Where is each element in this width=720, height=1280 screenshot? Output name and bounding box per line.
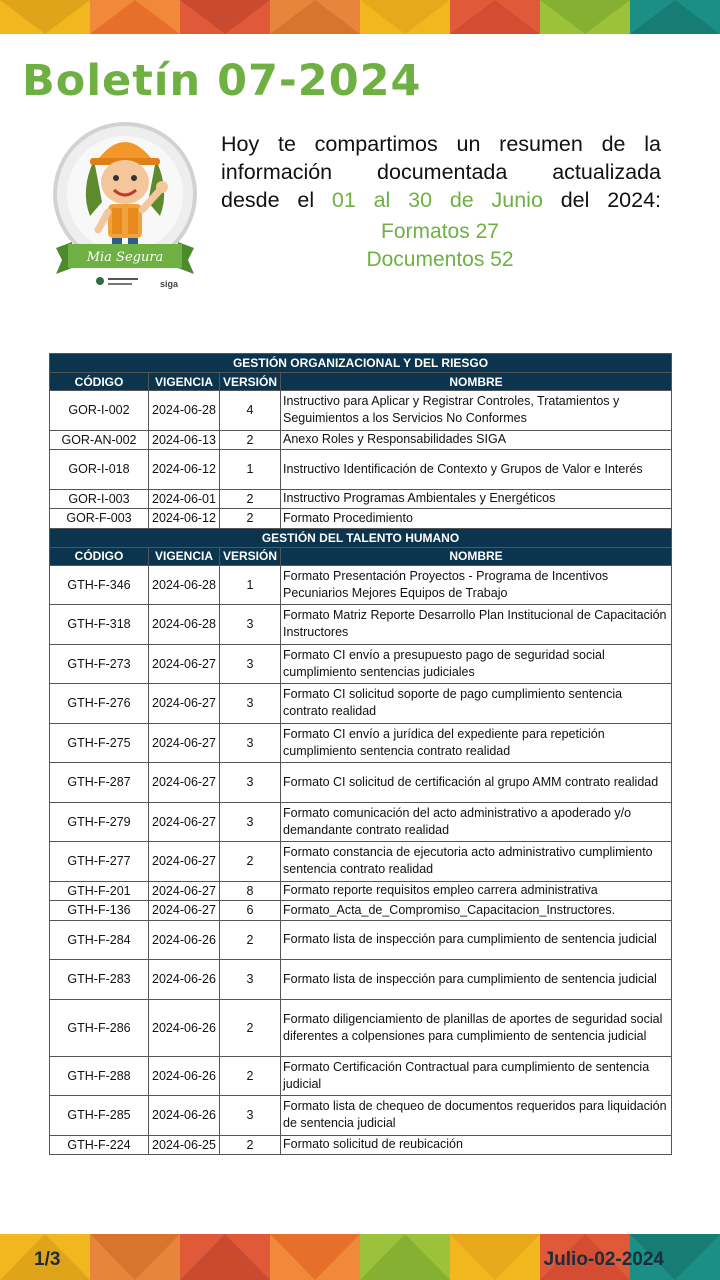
cell-name: Formato CI solicitud de certificación al grupo AMM contrato realidad	[281, 763, 672, 803]
documents-table-body	[50, 354, 672, 1155]
cell-name: Formato lista de inspección para cumplimiento de sentencia judicial	[281, 920, 672, 960]
intro-line-2: información documentada actualizada	[221, 160, 661, 184]
cell-version: 2	[220, 920, 281, 960]
column-header-code: CÓDIGO	[50, 547, 149, 565]
cell-name: Formato lista de inspección para cumplimiento de sentencia judicial	[281, 960, 672, 1000]
table-row	[50, 1135, 672, 1155]
cell-version: 2	[220, 1056, 281, 1096]
column-header-vigencia: VIGENCIA	[149, 547, 220, 565]
table-row	[50, 723, 672, 763]
cell-name: Formato solicitud de reubicación	[281, 1135, 672, 1155]
cell-vigencia: 2024-06-26	[149, 999, 220, 1056]
cell-vigencia: 2024-06-26	[149, 1056, 220, 1096]
cell-version: 4	[220, 391, 281, 431]
cell-code: GTH-F-283	[50, 960, 149, 1000]
column-header-name: NOMBRE	[281, 547, 672, 565]
cell-code: GTH-F-285	[50, 1096, 149, 1136]
cell-code: GTH-F-279	[50, 802, 149, 842]
table-row	[50, 450, 672, 490]
cell-name: Formato Procedimiento	[281, 509, 672, 529]
table-row	[50, 565, 672, 605]
top-decorative-band	[0, 0, 720, 34]
documents-table	[49, 353, 672, 1155]
table-row	[50, 391, 672, 431]
cell-version: 6	[220, 901, 281, 921]
cell-code: GTH-F-276	[50, 684, 149, 724]
section-title: GESTIÓN DEL TALENTO HUMANO	[50, 528, 672, 547]
cell-vigencia: 2024-06-26	[149, 920, 220, 960]
cell-name: Formato CI envío a jurídica del expediente para repetición cumplimiento sentencia contrato realidad	[281, 723, 672, 763]
mascot-illustration	[50, 120, 200, 290]
cell-name: Anexo Roles y Responsabilidades SIGA	[281, 430, 672, 450]
cell-name: Formato constancia de ejecutoria acto administrativo cumplimiento sentencia contrato realidad	[281, 842, 672, 882]
cell-vigencia: 2024-06-26	[149, 960, 220, 1000]
cell-version: 1	[220, 565, 281, 605]
cell-version: 3	[220, 763, 281, 803]
cell-version: 1	[220, 450, 281, 490]
cell-name: Formato reporte requisitos empleo carrera administrativa	[281, 881, 672, 901]
cell-version: 2	[220, 509, 281, 529]
column-header-vigencia: VIGENCIA	[149, 373, 220, 391]
cell-version: 3	[220, 684, 281, 724]
cell-code: GTH-F-288	[50, 1056, 149, 1096]
intro-line-3-prefix: desde el	[221, 188, 315, 212]
counts-summary	[300, 218, 580, 274]
cell-code: GTH-F-224	[50, 1135, 149, 1155]
cell-name: Formato CI solicitud soporte de pago cumplimiento sentencia contrato realidad	[281, 684, 672, 724]
cell-name: Instructivo para Aplicar y Registrar Controles, Tratamientos y Seguimientos a los Servicios No Conformes	[281, 391, 672, 431]
cell-code: GTH-F-273	[50, 644, 149, 684]
mascot-badge-text: Mia Segura	[86, 250, 164, 265]
cell-version: 8	[220, 881, 281, 901]
date-range: 01 al 30 de Junio	[331, 188, 543, 212]
cell-vigencia: 2024-06-28	[149, 565, 220, 605]
table-row	[50, 763, 672, 803]
cell-code: GTH-F-287	[50, 763, 149, 803]
cell-version: 2	[220, 1135, 281, 1155]
table-row	[50, 881, 672, 901]
siga-logo-text: siga	[160, 279, 179, 289]
cell-code: GOR-I-018	[50, 450, 149, 490]
table-row	[50, 999, 672, 1056]
cell-version: 3	[220, 802, 281, 842]
cell-code: GOR-AN-002	[50, 430, 149, 450]
cell-name: Formato CI envío a presupuesto pago de seguridad social cumplimiento sentencias judiciales	[281, 644, 672, 684]
cell-name: Instructivo Programas Ambientales y Energéticos	[281, 489, 672, 509]
intro-paragraph	[221, 130, 661, 214]
cell-vigencia: 2024-06-27	[149, 644, 220, 684]
cell-vigencia: 2024-06-27	[149, 684, 220, 724]
cell-vigencia: 2024-06-12	[149, 509, 220, 529]
cell-vigencia: 2024-06-27	[149, 723, 220, 763]
section-header-row	[50, 528, 672, 547]
cell-vigencia: 2024-06-28	[149, 605, 220, 645]
cell-vigencia: 2024-06-27	[149, 901, 220, 921]
cell-vigencia: 2024-06-27	[149, 881, 220, 901]
bulletin-title: Boletín 07-2024	[22, 56, 422, 106]
cell-vigencia: 2024-06-27	[149, 763, 220, 803]
page-number: 1/3	[34, 1249, 61, 1270]
column-header-name: NOMBRE	[281, 373, 672, 391]
cell-code: GTH-F-286	[50, 999, 149, 1056]
cell-code: GTH-F-201	[50, 881, 149, 901]
intro-line-3-suffix: del 2024:	[560, 188, 661, 212]
cell-name: Instructivo Identificación de Contexto y Grupos de Valor e Interés	[281, 450, 672, 490]
cell-code: GOR-F-003	[50, 509, 149, 529]
cell-code: GOR-I-002	[50, 391, 149, 431]
section-header-row	[50, 354, 672, 373]
cell-vigencia: 2024-06-28	[149, 391, 220, 431]
cell-version: 2	[220, 999, 281, 1056]
formatos-count: Formatos 27	[381, 220, 499, 243]
cell-code: GOR-I-003	[50, 489, 149, 509]
section-title: GESTIÓN ORGANIZACIONAL Y DEL RIESGO	[50, 354, 672, 373]
cell-vigencia: 2024-06-25	[149, 1135, 220, 1155]
cell-name: Formato diligenciamiento de planillas de aportes de seguridad social diferentes a colpensiones para cumplimiento de sentencia judicial	[281, 999, 672, 1056]
table-row	[50, 802, 672, 842]
table-row	[50, 644, 672, 684]
cell-code: GTH-F-346	[50, 565, 149, 605]
cell-version: 2	[220, 489, 281, 509]
intro-line-1: Hoy te compartimos un resumen de la	[221, 132, 661, 156]
table-row	[50, 842, 672, 882]
cell-vigencia: 2024-06-01	[149, 489, 220, 509]
bulletin-date: Julio-02-2024	[543, 1249, 664, 1270]
cell-name: Formato Presentación Proyectos - Programa de Incentivos Pecuniarios Mejores Equipos de Trabajo	[281, 565, 672, 605]
table-row	[50, 901, 672, 921]
cell-name: Formato Matriz Reporte Desarrollo Plan Institucional de Capacitación Instructores	[281, 605, 672, 645]
cell-version: 2	[220, 430, 281, 450]
cell-code: GTH-F-277	[50, 842, 149, 882]
column-header-version: VERSIÓN	[220, 547, 281, 565]
table-row	[50, 430, 672, 450]
top-band-pattern	[0, 0, 720, 34]
cell-vigencia: 2024-06-26	[149, 1096, 220, 1136]
cell-version: 3	[220, 723, 281, 763]
table-row	[50, 684, 672, 724]
table-row	[50, 920, 672, 960]
column-header-row	[50, 373, 672, 391]
cell-vigencia: 2024-06-27	[149, 842, 220, 882]
cell-vigencia: 2024-06-13	[149, 430, 220, 450]
table-row	[50, 489, 672, 509]
cell-vigencia: 2024-06-27	[149, 802, 220, 842]
cell-version: 3	[220, 960, 281, 1000]
table-row	[50, 1096, 672, 1136]
column-header-version: VERSIÓN	[220, 373, 281, 391]
cell-name: Formato Certificación Contractual para cumplimiento de sentencia judicial	[281, 1056, 672, 1096]
cell-code: GTH-F-275	[50, 723, 149, 763]
cell-version: 3	[220, 1096, 281, 1136]
cell-name: Formato comunicación del acto administrativo a apoderado y/o demandante contrato realidad	[281, 802, 672, 842]
column-header-row	[50, 547, 672, 565]
documentos-count: Documentos 52	[366, 248, 514, 271]
cell-vigencia: 2024-06-12	[149, 450, 220, 490]
cell-name: Formato_Acta_de_Compromiso_Capacitacion_Instructores.	[281, 901, 672, 921]
column-header-code: CÓDIGO	[50, 373, 149, 391]
table-row	[50, 960, 672, 1000]
table-row	[50, 1056, 672, 1096]
cell-name: Formato lista de chequeo de documentos requeridos para liquidación de sentencia judicial	[281, 1096, 672, 1136]
cell-version: 2	[220, 842, 281, 882]
cell-version: 3	[220, 605, 281, 645]
cell-code: GTH-F-284	[50, 920, 149, 960]
cell-code: GTH-F-136	[50, 901, 149, 921]
cell-code: GTH-F-318	[50, 605, 149, 645]
table-row	[50, 605, 672, 645]
intro-line-3	[221, 186, 661, 214]
table-row	[50, 509, 672, 529]
cell-version: 3	[220, 644, 281, 684]
